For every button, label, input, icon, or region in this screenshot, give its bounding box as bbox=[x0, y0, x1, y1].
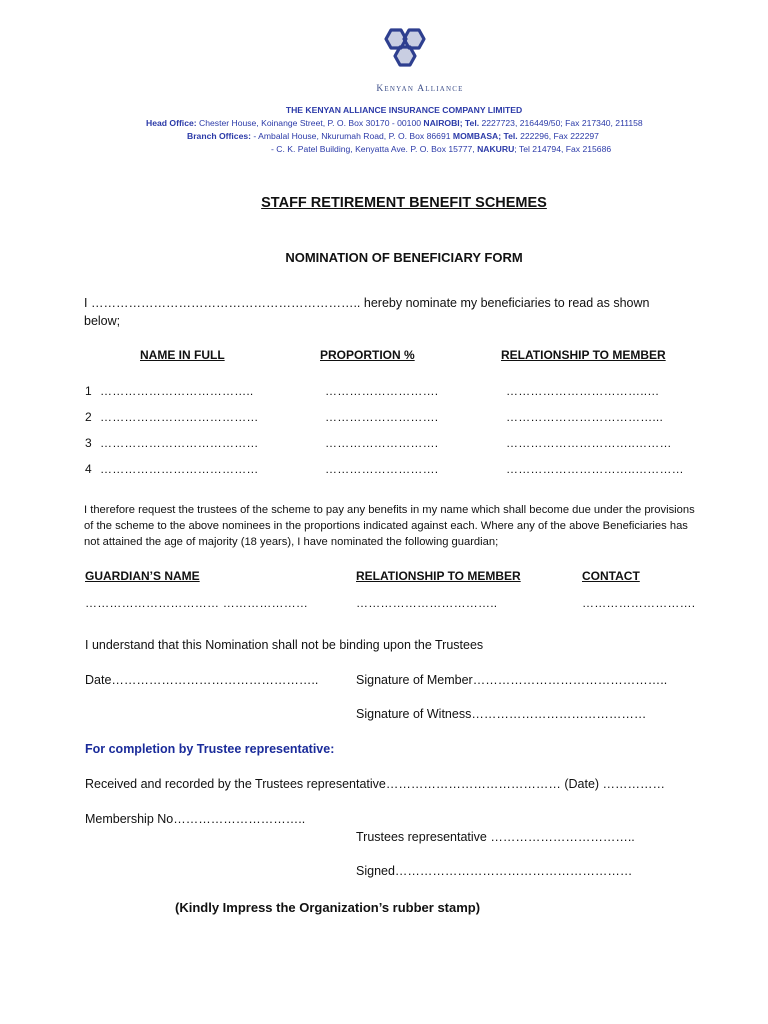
signed-field[interactable]: Signed………………………………………………… bbox=[356, 864, 633, 878]
membership-number-field[interactable]: Membership No………………………….. bbox=[85, 812, 306, 826]
beneficiary-name-field[interactable]: ………………………………… bbox=[100, 462, 259, 476]
row-number: 3 bbox=[85, 436, 92, 450]
date-field[interactable]: Date………………………………………….. bbox=[85, 673, 319, 687]
request-paragraph: I therefore request the trustees of the scheme to pay any benefits in my name which shall become due under the provisions of the scheme to the above nominees in the proportions indicated against each. Where any of the above Beneficiaries has not attained the age of majority (18 years), I have nominated the following guardian; bbox=[84, 504, 695, 548]
understand-statement: I understand that this Nomination shall not be binding upon the Trustees bbox=[85, 638, 484, 652]
row-number: 2 bbox=[85, 410, 92, 424]
col-header-name: NAME IN FULL bbox=[140, 348, 225, 362]
beneficiary-relationship-field[interactable]: …………………………..………… bbox=[506, 462, 684, 476]
head-office-line: Head Office: Chester House, Koinange Street, P. O. Box 30170 - 00100 NAIROBI; Tel. 2227723, 216449/50; Fax 217340, 211158 bbox=[146, 118, 643, 128]
intro-continuation: below; bbox=[84, 314, 121, 328]
brand-name: Kenyan Alliance bbox=[376, 84, 464, 94]
guardian-relationship-header: RELATIONSHIP TO MEMBER bbox=[356, 569, 521, 583]
beneficiary-proportion-field[interactable]: ………………………. bbox=[325, 410, 439, 424]
row-number: 4 bbox=[85, 462, 92, 476]
trustees-representative-field[interactable]: Trustees representative …………………………….. bbox=[356, 830, 635, 844]
form-subtitle: NOMINATION OF BENEFICIARY FORM bbox=[285, 250, 523, 265]
guardian-relationship-field[interactable]: …………………………….. bbox=[356, 596, 498, 610]
guardian-name-header: GUARDIAN’S NAME bbox=[85, 569, 200, 583]
intro-line: I ……………………………………………………….. hereby nominate my beneficiaries to read as shown bbox=[84, 296, 650, 310]
beneficiary-proportion-field[interactable]: ………………………. bbox=[325, 462, 439, 476]
company-name: THE KENYAN ALLIANCE INSURANCE COMPANY LIMITED bbox=[285, 105, 523, 115]
beneficiary-relationship-field[interactable]: ………………………………... bbox=[506, 410, 664, 424]
kenyan-alliance-logo bbox=[376, 26, 434, 82]
beneficiary-relationship-field[interactable]: …………………………..……… bbox=[506, 436, 672, 450]
beneficiary-relationship-field[interactable]: ……………………………..… bbox=[506, 384, 660, 398]
received-recorded-field[interactable]: Received and recorded by the Trustees representative…………………………………… (Date) …………… bbox=[85, 777, 666, 791]
beneficiary-name-field[interactable]: ………………………………… bbox=[100, 410, 259, 424]
col-header-proportion: PROPORTION % bbox=[320, 348, 415, 362]
row-number: 1 bbox=[85, 384, 92, 398]
guardian-name-field[interactable]: …………………………… ………………… bbox=[85, 596, 309, 610]
beneficiary-name-field[interactable]: ………………………………… bbox=[100, 436, 259, 450]
member-signature-field[interactable]: Signature of Member……………………………………….. bbox=[356, 673, 668, 687]
beneficiary-proportion-field[interactable]: ………………………. bbox=[325, 384, 439, 398]
witness-signature-field[interactable]: Signature of Witness…………………………………… bbox=[356, 707, 647, 721]
member-name-blank[interactable]: I ……………………………………………………….. bbox=[84, 296, 361, 310]
beneficiary-proportion-field[interactable]: ………………………. bbox=[325, 436, 439, 450]
trustee-section-heading: For completion by Trustee representative: bbox=[85, 742, 335, 756]
rubber-stamp-note: (Kindly Impress the Organization’s rubber stamp) bbox=[175, 900, 481, 915]
branch-office-line: Branch Offices: - Ambalal House, Nkurumah Road, P. O. Box 86691 MOMBASA; Tel. 222296, Fax 222297 bbox=[187, 131, 599, 141]
guardian-contact-header: CONTACT bbox=[582, 569, 640, 583]
form-title: STAFF RETIREMENT BENEFIT SCHEMES bbox=[261, 195, 547, 211]
guardian-contact-field[interactable]: ………………………. bbox=[582, 596, 696, 610]
col-header-relationship: RELATIONSHIP TO MEMBER bbox=[501, 348, 666, 362]
branch-office-line-2: - C. K. Patel Building, Kenyatta Ave. P. O. Box 15777, NAKURU; Tel 214794, Fax 215686 bbox=[271, 144, 612, 154]
beneficiary-name-field[interactable]: ……………………………….. bbox=[100, 384, 254, 398]
